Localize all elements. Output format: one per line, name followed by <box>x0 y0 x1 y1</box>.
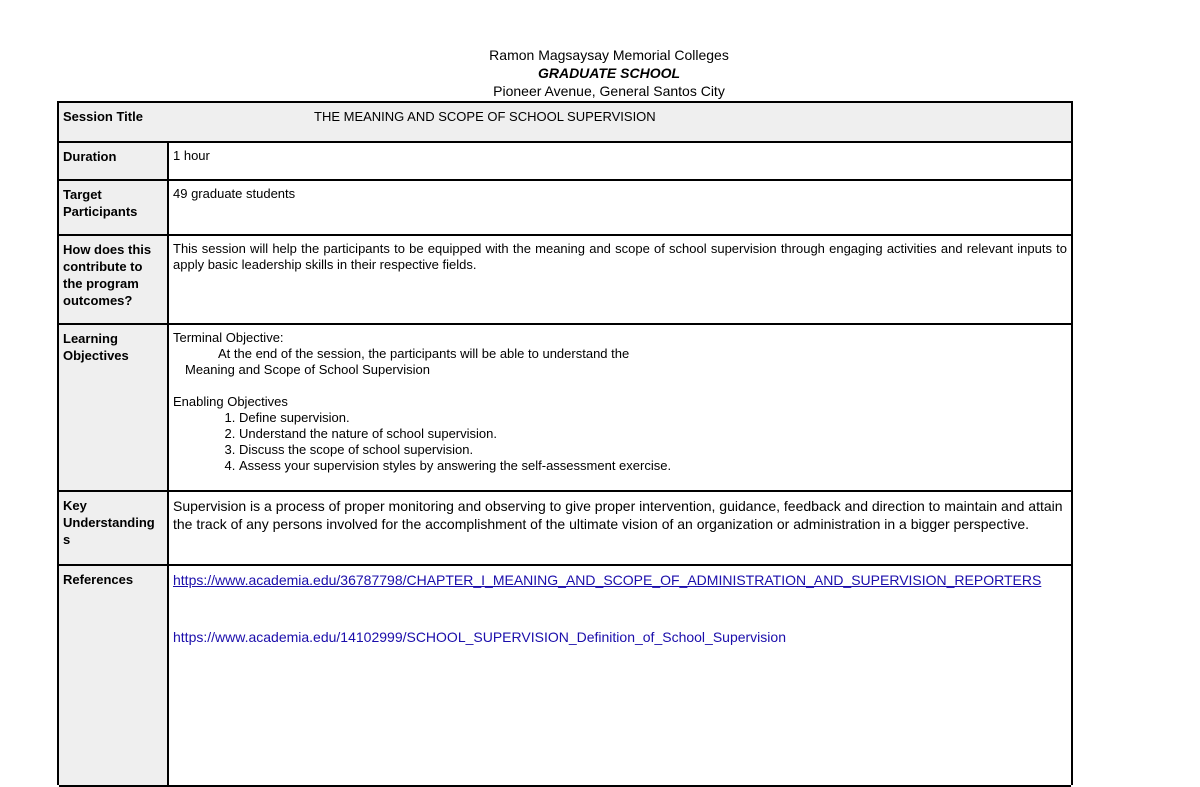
enabling-objective-item: 2. Understand the nature of school supervision. <box>239 426 1067 442</box>
row-session-title <box>59 103 1071 143</box>
session-title-value: THE MEANING AND SCOPE OF SCHOOL SUPERVISION <box>314 109 656 124</box>
school-address: Pioneer Avenue, General Santos City <box>493 83 725 99</box>
key-label: Key Understanding s <box>59 492 169 564</box>
terminal-objective-line2: Meaning and Scope of School Supervision <box>185 362 430 377</box>
terminal-objective-heading: Terminal Objective: <box>173 330 284 345</box>
school-name: GRADUATE SCHOOL <box>537 65 681 81</box>
enabling-objective-item: 3. Discuss the scope of school supervision. <box>239 442 1067 458</box>
duration-label: Duration <box>59 143 169 179</box>
row-program-outcomes <box>59 236 1071 325</box>
contribute-value: This session will help the participants to be equipped with the meaning and scope of school supervision through engaging activities and relevant inputs to apply basic leadership skills in their respective fields. <box>173 241 1067 272</box>
enabling-objective-item: 1. Define supervision. <box>239 410 1067 426</box>
row-key-understandings <box>59 492 1071 566</box>
enabling-objectives-list <box>173 410 1067 474</box>
reference-link[interactable]: https://www.academia.edu/14102999/SCHOOL_SUPERVISION_Definition_of_School_Supervision <box>173 629 786 645</box>
contribute-label: How does this contribute to the program outcomes? <box>59 236 169 323</box>
terminal-objective-line1: At the end of the session, the participants will be able to understand the <box>218 346 630 361</box>
target-label: Target Participants <box>59 181 169 234</box>
target-value: 49 graduate students <box>173 186 296 201</box>
session-plan-table <box>57 101 1073 785</box>
references-value <box>169 566 1071 785</box>
college-name: Ramon Magsaysay Memorial Colleges <box>489 47 729 63</box>
duration-value: 1 hour <box>173 148 210 163</box>
objectives-label: Learning Objectives <box>59 325 169 490</box>
enabling-objectives-heading: Enabling Objectives <box>173 394 288 409</box>
document-header <box>0 46 1200 100</box>
row-duration <box>59 143 1071 181</box>
reference-link[interactable]: https://www.academia.edu/36787798/CHAPTER_I_MEANING_AND_SCOPE_OF_ADMINISTRATION_AND_SUPERVISION_REPORTERS <box>173 572 1042 588</box>
row-target-participants <box>59 181 1071 236</box>
enabling-objective-item: 4. Assess your supervision styles by answering the self-assessment exercise. <box>239 458 1067 474</box>
row-learning-objectives <box>59 325 1071 492</box>
references-label: References <box>59 566 169 785</box>
row-references <box>59 566 1071 787</box>
key-value: Supervision is a process of proper monitoring and observing to give proper intervention, guidance, feedback and direction to maintain and attain the track of any persons involved for the accomplishment of the ultimate vision of an organization or administration in a bigger perspective. <box>173 498 1063 532</box>
objectives-value <box>169 325 1071 490</box>
session-title-label: Session Title <box>59 103 169 141</box>
